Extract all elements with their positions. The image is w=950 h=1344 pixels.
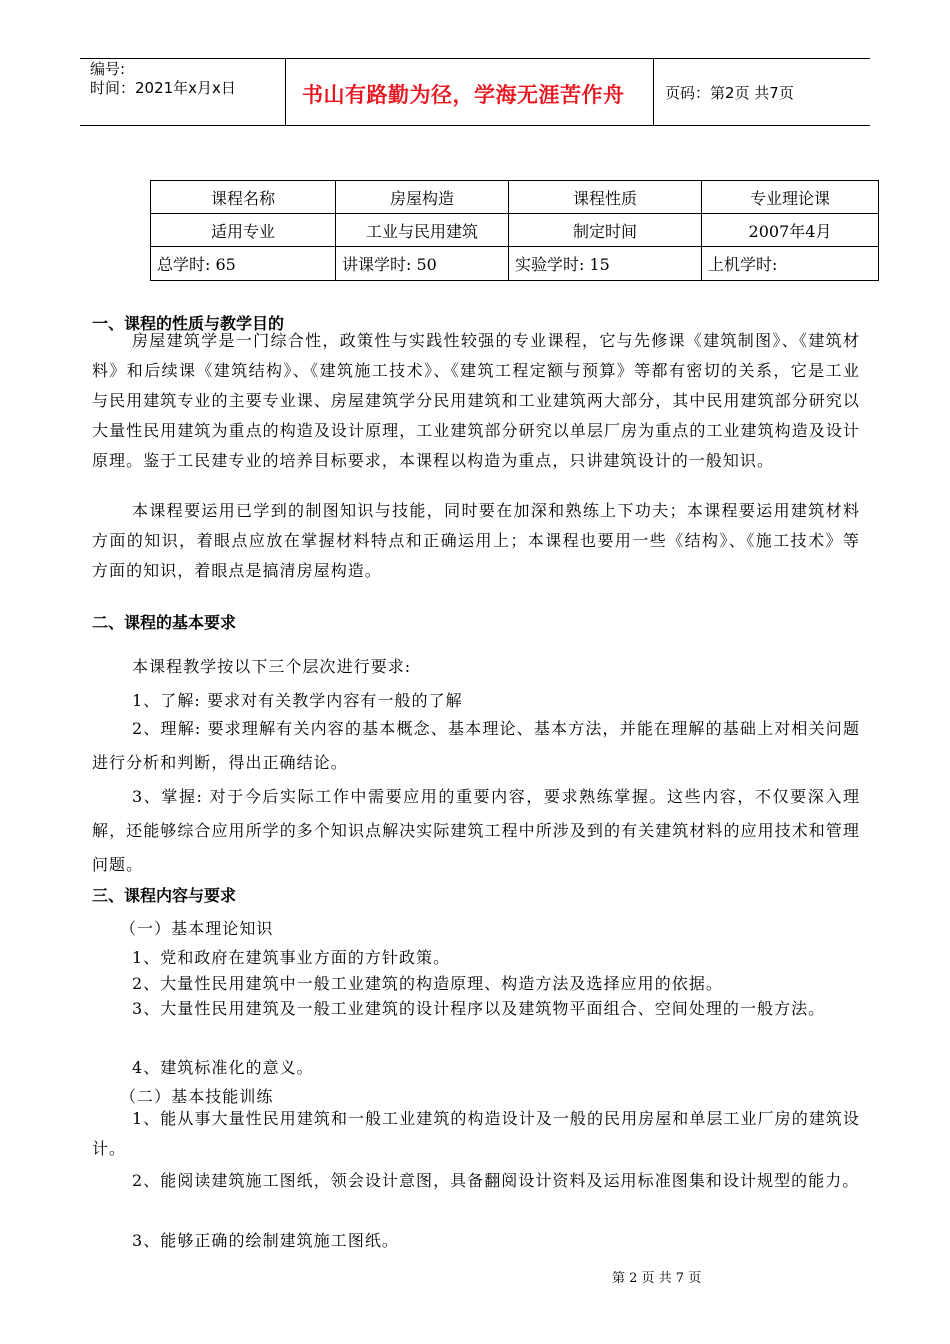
- list-item: 3、掌握: 对于今后实际工作中需要应用的重要内容，要求熟练掌握。这些内容，不仅要深入理解，还能够综合应用所学的多个知识点解决实际建筑工程中所涉及到的有关建筑材料的应用技术和管理问题。: [92, 787, 860, 874]
- document-time-label: 时间：2021年x月x日: [90, 79, 236, 97]
- course-info-table: [150, 180, 879, 281]
- body-line: 本课程教学按以下三个层次进行要求:: [132, 657, 412, 676]
- list-item: 3、能够正确的绘制建筑施工图纸。: [132, 1231, 399, 1250]
- header-meta: [90, 60, 236, 98]
- section-heading: 三、课程内容与要求: [92, 886, 237, 905]
- table-cell: 适用专业: [151, 214, 336, 247]
- subsection-heading: （二）基本技能训练: [120, 1087, 274, 1106]
- table-cell: 课程性质: [509, 181, 702, 214]
- header-bottom-rule: [80, 125, 870, 126]
- header-page-info: 页码：第2页 共7页: [665, 84, 794, 102]
- document-number-label: 编号:: [90, 60, 126, 78]
- body-paragraph: 本课程要运用已学到的制图知识与技能，同时要在加深和熟练上下功夫；本课程要运用建筑材料方面的知识，着眼点应放在掌握材料特点和正确运用上；本课程也要用一些《结构》、《施工技术》等方面的知识，着眼点是搞清房屋构造。: [92, 501, 860, 580]
- table-cell: 2007年4月: [702, 214, 879, 247]
- header-top-rule: [80, 58, 870, 59]
- list-item: 1、了解: 要求对有关教学内容有一般的了解: [132, 691, 463, 710]
- section-heading: 一、课程的性质与教学目的: [92, 314, 285, 333]
- table-cell: 总学时: 65: [151, 247, 336, 281]
- table-cell: 上机学时:: [702, 247, 879, 281]
- list-item: 1、能从事大量性民用建筑和一般工业建筑的构造设计及一般的民用房屋和单层工业厂房的建筑设计。: [92, 1109, 860, 1158]
- header-divider-left: [285, 58, 286, 126]
- table-cell: 实验学时: 15: [509, 247, 702, 281]
- list-item: 2、能阅读建筑施工图纸，领会设计意图，具备翻阅设计资料及运用标准图集和设计规型的能力。: [132, 1171, 860, 1190]
- table-row: [151, 181, 879, 214]
- list-item: 3、大量性民用建筑及一般工业建筑的设计程序以及建筑物平面组合、空间处理的一般方法。: [132, 999, 826, 1018]
- table-cell: 房屋构造: [336, 181, 509, 214]
- table-cell: 课程名称: [151, 181, 336, 214]
- table-cell: 工业与民用建筑: [336, 214, 509, 247]
- header-divider-right: [653, 58, 654, 126]
- table-cell: 讲课学时: 50: [336, 247, 509, 281]
- subsection-heading: （一）基本理论知识: [120, 919, 274, 938]
- list-item: 2、大量性民用建筑中一般工业建筑的构造原理、构造方法及选择应用的依据。: [132, 974, 723, 993]
- header-motto: 书山有路勤为径，学海无涯苦作舟: [302, 83, 625, 107]
- table-row: [151, 247, 879, 281]
- table-cell: 制定时间: [509, 214, 702, 247]
- list-item: 1、党和政府在建筑事业方面的方针政策。: [132, 948, 451, 967]
- list-item: 2、理解: 要求理解有关内容的基本概念、基本理论、基本方法，并能在理解的基础上对相关问题进行分析和判断，得出正确结论。: [92, 719, 860, 772]
- section-heading: 二、课程的基本要求: [92, 613, 237, 632]
- table-row: [151, 214, 879, 247]
- page-footer: 第 2 页 共 7 页: [612, 1271, 702, 1286]
- table-cell: 专业理论课: [702, 181, 879, 214]
- body-paragraph: 房屋建筑学是一门综合性，政策性与实践性较强的专业课程，它与先修课《建筑制图》、《建筑材料》和后续课《建筑结构》、《建筑施工技术》、《建筑工程定额与预算》等都有密切的关系，它是工业与民用建筑专业的主要专业课、房屋建筑学分民用建筑和工业建筑两大部分，其中民用建筑部分研究以大量性民用建筑为重点的构造及设计原理，工业建筑部分研究以单层厂房为重点的工业建筑构造及设计原理。鉴于工民建专业的培养目标要求，本课程以构造为重点，只讲建筑设计的一般知识。: [92, 331, 860, 470]
- list-item: 4、建筑标准化的意义。: [132, 1058, 314, 1077]
